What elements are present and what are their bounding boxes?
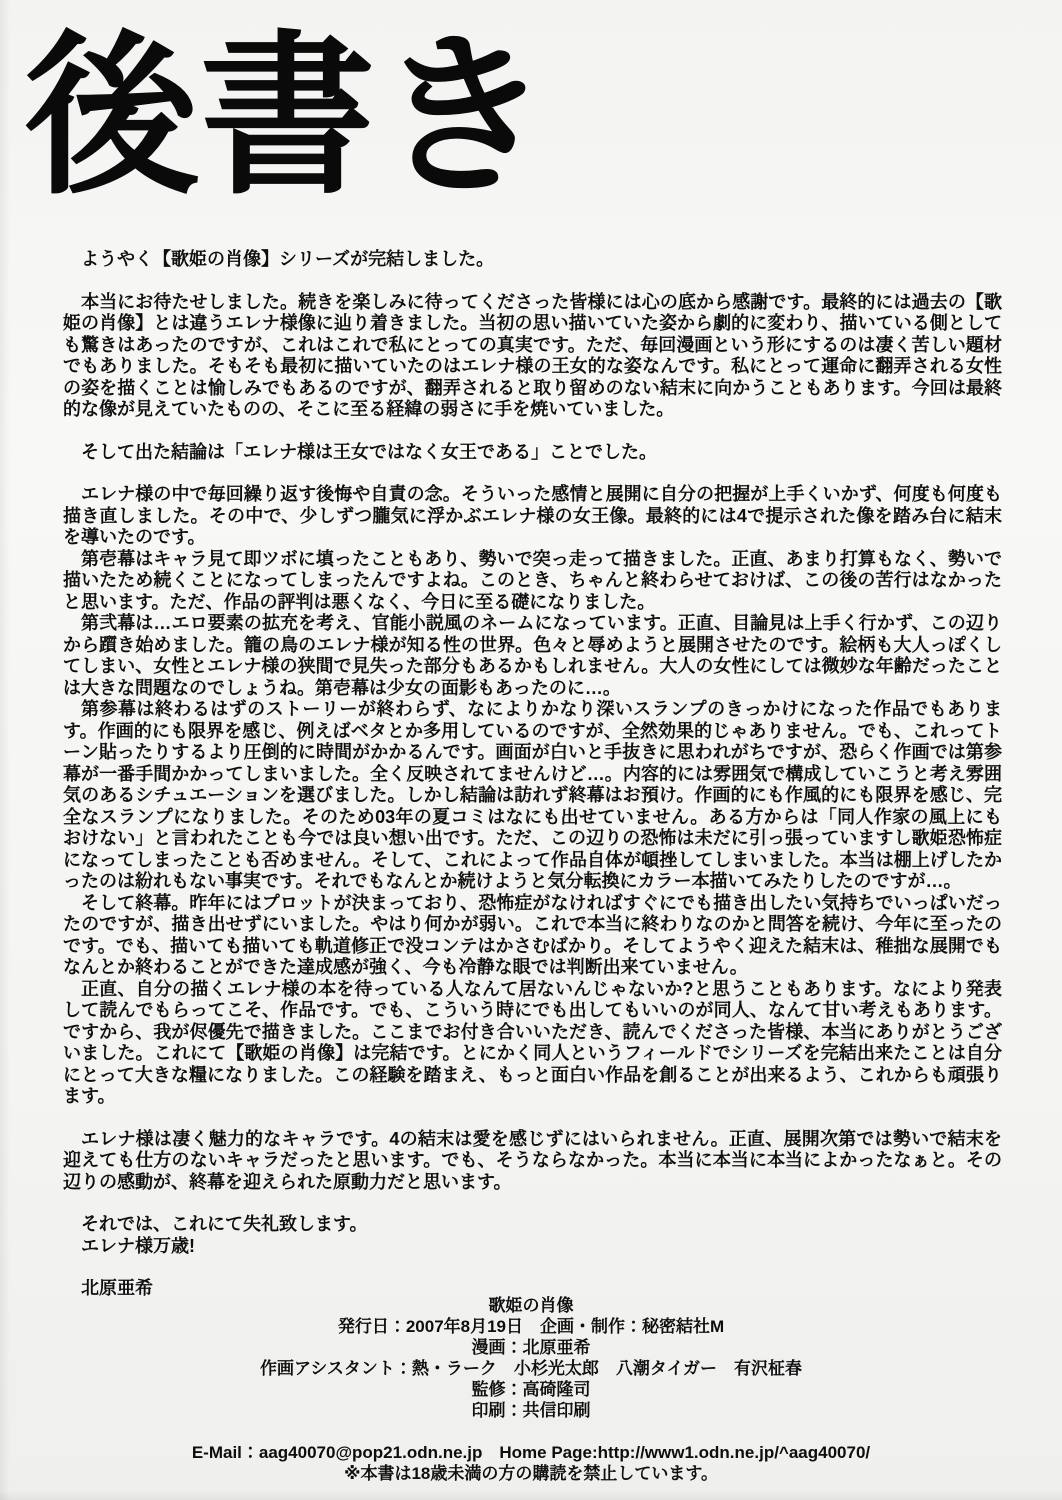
afterword-paragraph: エレナ様万歳! (81, 1235, 195, 1256)
afterword-paragraph: 第壱幕はキャラ見て即ツボに填ったこともあり、勢いで突っ走って描きました。正直、あまり打算もなく、勢いで描いたため続くことになってしまったんですよね。このとき、ちゃんと終わらせておけば、この後の苦行はなかったと思います。ただ、作品の評判は悪くなく、今日に至る礎になりました。 (63, 548, 1002, 612)
colophon-line: 発行日：2007年8月19日 企画・制作：秘密結社M (337, 1317, 725, 1336)
page-title: 後書き (24, 14, 552, 219)
afterword-paragraph: 第参幕は終わるはずのストーリーが終わらず、なによりかなり深いスランプのきっかけになった作品でもあります。作画的にも限界を感じ、例えばベタとか多用しているのですが、全然効果的じゃありません。でも、これってトーン貼ったりするより圧倒的に時間がかかるんです。画面が白いと手抜きに思われがちですが、恐らく作画では第参幕が一番手間かかってしまいました。全く反映されてませんけど…。内容的には雰囲気で構成していこうと考え雰囲気のあるシチュエーションを選びました。しかし結論は訪れず終幕はお預け。作画的にも作風的にも限界を感じ、完全なスランプになりました。そのため03年の夏コミはなにも出せていません。ある方からは「同人作家の風上にもおけない」と言われたことも今では良い想い出です。ただ、この辺りの恐怖は未だに引っ張っていますし歌姫恐怖症になってしまったことも否めません。そして、これによって作品自体が頓挫してしまいました。本当は棚上げしたかったのは紛れもない事実です。それでもなんとか続けようと気分転換にカラー本描いてみたりしたのですが…。 (63, 699, 1002, 891)
afterword-paragraph: そして終幕。昨年にはプロットが決まっており、恐怖症がなければすぐにでも描き出したい気持ちでいっぱいだったのですが、描き出せずにいました。やはり何かが弱い。これで本当に終わりなのかと問答を続け、今年に至ったのです。でも、描いても描いても軌道修正で没コンテはかさむばかり。そしてようやく迎えた結末は、稚拙な展開でもなんとか終わることができた達成感が強く、今も冷静な眼では判断出来ていません。 (63, 892, 1002, 977)
contact-line: E-Mail：aag40070@pop21.odn.ne.jp Home Page:http://www1.odn.ne.jp/^aag40070/ (191, 1443, 871, 1462)
colophon-line: 印刷：共信印刷 (471, 1401, 591, 1420)
afterword-paragraph: 正直、自分の描くエレナ様の本を待っている人なんて居ないんじゃないか?と思うこともあります。なにより発表して読んでもらってこそ、作品です。でも、こういう時にでも出してもいいのが同人、なんて甘い考えもあります。ですから、我が侭優先で描きました。ここまでお付き合いいただき、読んでくださった皆様、本当にありがとうございました。これにて【歌姫の肖像】は完結です。とにかく同人というフィールドでシリーズを完結出来たことは自分にとって大きな糧になりました。この経験を踏まえ、もっと面白い作品を創ることが出来るよう、これからも頑張ります。 (63, 978, 1002, 1106)
afterword-paragraph: エレナ様は凄く魅力的なキャラです。4の結末は愛を感じずにはいられません。正直、展開次第では勢いで結末を迎えても仕方のないキャラだったと思います。でも、そうならなかった。本当に本当に本当によかったなぁと。その辺りの感動が、終幕を迎えられた原動力だと思います。 (63, 1128, 1002, 1192)
colophon-line: 監修：高碕隆司 (471, 1380, 591, 1399)
afterword-body (63, 249, 1002, 1300)
age-restriction-notice: ※本書は18歳未満の方の購読を禁止しています。 (343, 1464, 719, 1483)
afterword-paragraph: エレナ様の中で毎回繰り返す後悔や自責の念。そういった感情と展開に自分の把握が上手くいかず、何度も何度も描き直しました。その中で、少しずつ朧気に浮かぶエレナ様の女王像。最終的には4で提示された像を踏み台に結末を導いたのです。 (63, 484, 1002, 547)
colophon (0, 1295, 1062, 1484)
afterword-paragraph: それでは、これにて失礼致します。 (81, 1214, 368, 1234)
afterword-paragraph: 本当にお待たせしました。続きを楽しみに待ってくださった皆様には心の底から感謝です。最終的には過去の【歌姫の肖像】とは違うエレナ様像に辿り着きました。当初の思い描いていた姿から劇的に変わり、描いている側としても驚きはあったのですが、これはこれで私にとっての真実です。ただ、毎回漫画という形にするのは凄く苦しい題材でもありました。そもそも最初に描いていたのはエレナ様の王女的な姿なんです。私にとって運命に翻弄される女性の姿を描くことは愉しみでもあるのですが、翻弄されると取り留めのない結末に向かうこともあります。今回は最終的な像が見えていたものの、そこに至る経緯の弱さに手を焼いていました。 (63, 291, 1002, 419)
colophon-line: 歌姫の肖像 (488, 1296, 574, 1315)
colophon-line: 漫画：北原亜希 (471, 1338, 591, 1357)
afterword-paragraph: 第弐幕は…エロ要素の拡充を考え、官能小説風のネームになっています。正直、目論見は上手く行かず、この辺りから躓き始めました。籠の鳥のエレナ様が知る性の世界。色々と辱めようと展開させたのです。絵柄も大人っぽくしてしまい、女性とエレナ様の狭間で見失った部分もあるかもしれません。大人の女性にしては微妙な年齢だったことは大きな問題なのでしょうね。第壱幕は少女の面影もあったのに…。 (63, 613, 1002, 698)
afterword-paragraph: そして出た結論は「エレナ様は王女ではなく女王である」ことでした。 (81, 441, 657, 462)
colophon-line: 作画アシスタント：熱・ラーク 小杉光太郎 八潮タイガー 有沢柾春 (260, 1359, 802, 1378)
afterword-paragraph: 北原亜希 (81, 1278, 153, 1298)
afterword-paragraph: ようやく【歌姫の肖像】シリーズが完結しました。 (81, 249, 495, 269)
colophon-credits (0, 1295, 1062, 1421)
